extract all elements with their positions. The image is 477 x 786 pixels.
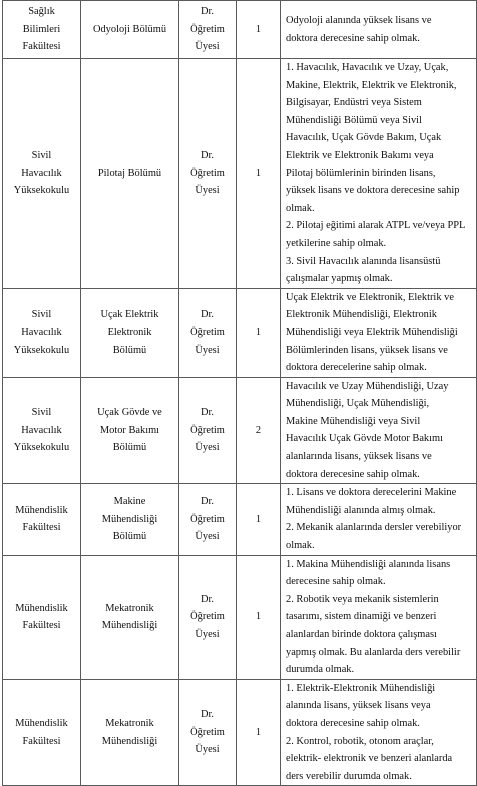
- count-cell: [237, 59, 281, 289]
- position-table-body: [3, 1, 477, 786]
- department-line: Elektronik: [107, 326, 152, 338]
- table-row: [3, 288, 477, 377]
- requirements-cell: [281, 679, 477, 786]
- department-line: Mühendisliği: [101, 735, 158, 747]
- requirements-line: Mühendisliği veya Elektrik Mühendisliği: [286, 326, 458, 338]
- department-line: Motor Bakımı: [99, 424, 160, 436]
- table-row: [3, 555, 477, 679]
- requirements-line: 2. Kontrol, robotik, otonom araçlar,: [286, 735, 434, 747]
- count-value: 1: [255, 726, 262, 738]
- requirements-line: elektrik- elektronik ve benzeri alanlarda: [286, 753, 453, 765]
- requirements-line: doktora derecesine sahip olmak.: [286, 32, 420, 44]
- count-cell: [237, 288, 281, 377]
- requirements-cell: [281, 555, 477, 679]
- table-row: [3, 59, 477, 289]
- department-cell: [81, 288, 179, 377]
- faculty-cell: [3, 1, 81, 59]
- faculty-line: Fakültesi: [22, 620, 61, 632]
- department-line: Bölümü: [112, 344, 147, 356]
- requirements-line: 2. Pilotaj eğitimi alarak ATPL ve/veya PPL: [286, 220, 466, 232]
- count-cell: [237, 484, 281, 555]
- requirements-line: Mühendisliği alanında almış olmak.: [286, 504, 436, 516]
- faculty-line: Fakültesi: [22, 522, 61, 534]
- title-cell: [179, 377, 237, 484]
- title-line: Dr.: [201, 6, 214, 18]
- requirements-cell: [281, 288, 477, 377]
- count-value: 1: [255, 611, 262, 623]
- requirements-line: olmak.: [286, 202, 315, 214]
- count-cell: [237, 555, 281, 679]
- table-row: [3, 1, 477, 59]
- position-table: [2, 0, 477, 786]
- count-value: 1: [255, 23, 262, 35]
- department-cell: [81, 1, 179, 59]
- title-line: Üyesi: [195, 744, 220, 756]
- requirements-line: tasarımı, sistem dinamiği ve benzeri: [286, 611, 437, 623]
- title-cell: [179, 1, 237, 59]
- title-line: Öğretim: [190, 424, 225, 436]
- requirements-line: yapmış olmak. Bu alanlarda ders verebilir: [286, 646, 461, 658]
- requirements-line: olmak.: [286, 540, 315, 552]
- requirements-line: Bilgisayar, Endüstri veya Sistem: [286, 97, 422, 109]
- title-line: Öğretim: [190, 513, 225, 525]
- requirements-line: 2. Mekanik alanlarında dersler verebiliyor: [286, 522, 462, 534]
- requirements-line: yetkilerine sahip olmak.: [286, 237, 387, 249]
- title-line: Dr.: [201, 593, 214, 605]
- title-line: Dr.: [201, 496, 214, 508]
- title-cell: [179, 555, 237, 679]
- requirements-line: 1. Makina Mühendisliği alanında lisans: [286, 558, 451, 570]
- faculty-line: Yüksekokulu: [13, 185, 70, 197]
- department-line: Mekatronik: [105, 602, 154, 614]
- title-line: Dr.: [201, 709, 214, 721]
- count-cell: [237, 377, 281, 484]
- department-line: Bölümü: [112, 442, 147, 454]
- count-cell: [237, 679, 281, 786]
- faculty-line: Mühendislik: [15, 602, 68, 614]
- department-line: Pilotaj Bölümü: [97, 167, 162, 179]
- faculty-line: Havacılık: [21, 326, 62, 338]
- title-line: Üyesi: [195, 442, 220, 454]
- faculty-line: Bilimleri: [22, 23, 61, 35]
- department-cell: [81, 679, 179, 786]
- department-cell: [81, 555, 179, 679]
- title-line: Üyesi: [195, 344, 220, 356]
- title-cell: [179, 288, 237, 377]
- faculty-line: Mühendislik: [15, 717, 68, 729]
- title-line: Üyesi: [195, 41, 220, 53]
- requirements-line: 3. Sivil Havacılık alanında lisansüstü: [286, 255, 441, 267]
- requirements-line: 2. Robotik veya mekanik sistemlerin: [286, 593, 439, 605]
- title-cell: [179, 679, 237, 786]
- faculty-line: Sivil: [31, 309, 52, 321]
- title-line: Üyesi: [195, 629, 220, 640]
- department-line: Uçak Gövde ve: [97, 407, 162, 419]
- title-line: Dr.: [201, 309, 214, 321]
- faculty-cell: [3, 679, 81, 786]
- department-line: Odyoloji Bölümü: [92, 23, 167, 35]
- count-value: 1: [255, 167, 262, 179]
- count-value: 2: [255, 424, 262, 436]
- department-cell: [81, 377, 179, 484]
- requirements-cell: [281, 484, 477, 555]
- faculty-line: Yüksekokulu: [13, 442, 70, 454]
- requirements-line: 1. Lisans ve doktora derecelerini Makine: [286, 487, 457, 499]
- faculty-cell: [3, 59, 81, 289]
- faculty-line: Mühendislik: [15, 504, 68, 516]
- count-cell: [237, 1, 281, 59]
- requirements-cell: [281, 377, 477, 484]
- title-line: Dr.: [201, 407, 214, 419]
- department-line: Bölümü: [112, 531, 147, 543]
- department-cell: [81, 59, 179, 289]
- requirements-line: doktora derecelerine sahip olmak.: [286, 362, 427, 374]
- title-line: Üyesi: [195, 185, 220, 197]
- requirements-line: Elektronik Mühendisliği, Elektronik: [286, 309, 437, 321]
- faculty-line: Fakültesi: [22, 735, 61, 747]
- table-row: [3, 679, 477, 786]
- department-line: Makine: [113, 496, 146, 508]
- requirements-line: Mühendisliği Bölümü veya Sivil: [286, 114, 422, 126]
- faculty-line: Havacılık: [21, 167, 62, 179]
- requirements-line: ders verebilir durumda olmak.: [286, 770, 412, 782]
- title-line: Öğretim: [190, 326, 225, 338]
- title-line: Dr.: [201, 149, 214, 161]
- table-row: [3, 377, 477, 484]
- department-line: Mekatronik: [105, 717, 154, 729]
- requirements-line: alanında lisans, yüksek lisans veya: [286, 700, 431, 712]
- faculty-line: Sivil: [31, 407, 52, 419]
- department-line: Mühendisliği: [101, 620, 158, 632]
- requirements-line: Mühendisliği, Uçak Mühendisliği,: [286, 398, 430, 410]
- faculty-cell: [3, 288, 81, 377]
- requirements-line: derecesine sahip olmak.: [286, 576, 386, 588]
- faculty-line: Sivil: [31, 149, 52, 161]
- faculty-cell: [3, 555, 81, 679]
- requirements-line: Havacılık, Uçak Gövde Bakım, Uçak: [286, 132, 442, 144]
- requirements-line: Elektrik ve Elektronik Bakımı veya: [286, 149, 434, 161]
- requirements-line: Odyoloji alanında yüksek lisans ve: [286, 14, 432, 26]
- requirements-line: alanlarında lisans, yüksek lisans ve: [286, 451, 432, 463]
- requirements-line: Makine Mühendisliği veya Sivil: [286, 415, 421, 427]
- title-cell: [179, 484, 237, 555]
- title-line: Öğretim: [190, 611, 225, 623]
- requirements-line: çalışmalar yapmış olmak.: [286, 273, 393, 285]
- requirements-line: 1. Havacılık, Havacılık ve Uzay, Uçak,: [286, 62, 449, 73]
- requirements-line: durumda olmak.: [286, 664, 355, 676]
- department-cell: [81, 484, 179, 555]
- faculty-line: Fakültesi: [22, 41, 61, 53]
- requirements-line: Makine, Elektrik, Elektrik ve Elektronik,: [286, 79, 457, 91]
- requirements-line: alanlardan birinde doktora çalışması: [286, 629, 437, 640]
- title-line: Öğretim: [190, 167, 225, 179]
- requirements-line: Pilotaj bölümlerinin birinden lisans,: [286, 167, 436, 179]
- requirements-line: 1. Elektrik-Elektronik Mühendisliği: [286, 682, 436, 694]
- count-value: 1: [255, 513, 262, 525]
- faculty-line: Havacılık: [21, 424, 62, 436]
- requirements-line: Havacılık ve Uzay Mühendisliği, Uzay: [286, 380, 449, 392]
- requirements-line: Uçak Elektrik ve Elektronik, Elektrik ve: [286, 291, 454, 303]
- requirements-cell: [281, 59, 477, 289]
- faculty-line: Sağlık: [28, 6, 55, 18]
- requirements-line: doktora derecesine sahip olmak.: [286, 468, 420, 480]
- requirements-line: Bölümlerinden lisans, yüksek lisans ve: [286, 344, 448, 356]
- table-row: [3, 484, 477, 555]
- requirements-cell: [281, 1, 477, 59]
- requirements-line: Havacılık Uçak Gövde Motor Bakımı: [286, 433, 443, 445]
- faculty-cell: [3, 377, 81, 484]
- department-line: Uçak Elektrik: [100, 309, 159, 321]
- count-value: 1: [255, 326, 262, 338]
- requirements-line: doktora derecesine sahip olmak.: [286, 717, 420, 729]
- title-line: Üyesi: [195, 531, 220, 543]
- title-line: Öğretim: [190, 726, 225, 738]
- department-line: Mühendisliği: [101, 513, 158, 525]
- faculty-line: Yüksekokulu: [13, 344, 70, 356]
- faculty-cell: [3, 484, 81, 555]
- requirements-line: yüksek lisans ve doktora derecesine sahip: [286, 185, 460, 197]
- title-line: Öğretim: [190, 23, 225, 35]
- title-cell: [179, 59, 237, 289]
